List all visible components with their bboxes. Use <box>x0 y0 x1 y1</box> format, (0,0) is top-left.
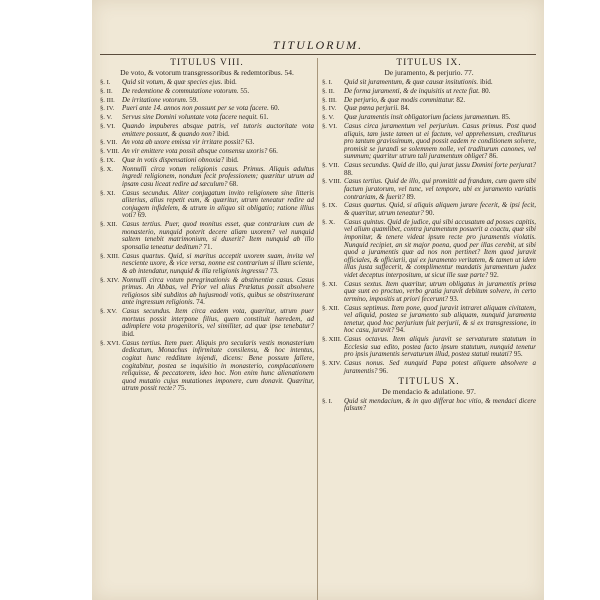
page-ref: 95. <box>513 350 523 359</box>
page-ref: 73. <box>269 266 279 275</box>
entry-title: Quid sit juramentum, & quæ causæ insitutionis. <box>344 78 479 86</box>
entry-text <box>122 308 314 338</box>
title-viii-subtitle: De voto, & votorum transgressoribus & redemtoribus. 54. <box>120 68 294 77</box>
entry-title: Casus secundus. Aliter conjugatum invito religionem sine litteris aliterius, alius repetit eum, & quæritur, utrum teneatur redire ad conjugem infidelem, & utrum in aliquo sit obligatio; ratione illius voti? <box>122 188 314 220</box>
page-ref: ibid. <box>224 78 237 86</box>
section-number: §. IX. <box>322 202 338 210</box>
section-number: §. XIII. <box>100 252 120 260</box>
toc-entry <box>322 219 536 280</box>
entry-text <box>122 88 314 96</box>
toc-entry <box>100 123 314 138</box>
entry-title: Casus octavus. Item aliquis juravit se servaturum statutum in Ecclesia sua edito, postea facto ipsum statutum, nunquid tenetur pro ipsis juramentis servaturum illud, postea statuti mutati? <box>344 335 536 359</box>
page-ref: 82. <box>456 95 466 104</box>
book-page <box>92 0 544 600</box>
entry-title: Servus sine Domini voluntate vota facere nequit. <box>122 113 259 122</box>
toc-entry <box>322 79 536 87</box>
section-number: §. XII. <box>322 304 340 312</box>
section-number: §. I. <box>322 79 333 86</box>
entry-text <box>122 97 314 105</box>
entry-text <box>344 105 536 113</box>
entry-title: De forma juramenti, & de inquisitis ut recte fiat. <box>344 86 480 95</box>
section-number: §. IV. <box>322 105 337 113</box>
section-number: §. VIII. <box>322 178 342 186</box>
toc-entry <box>322 336 536 359</box>
section-number: §. XIV. <box>322 360 342 368</box>
section-number: §. XVI. <box>100 339 120 347</box>
entry-text <box>344 219 536 280</box>
section-number: §. X. <box>322 218 336 226</box>
entry-text <box>122 253 314 276</box>
entry-text <box>122 221 314 251</box>
page-ref: 60. <box>270 104 280 113</box>
section-number: §. XII. <box>100 221 118 229</box>
page-ref: 71. <box>203 242 213 251</box>
entry-text <box>344 79 536 87</box>
entry-title: Nonnulli circa votum peregrinationis & abstinentiæ casus. Casus primus. An Abbas, vel Prior vel alius Prælatus possit absolvere religiosos sibi subditos ab hujusmodi votis, quibus se obstrinxerant ante ingressum religionis. <box>122 275 314 307</box>
toc-entry <box>322 88 536 96</box>
toc-entry <box>322 97 536 105</box>
toc-entry <box>100 166 314 189</box>
toc-entry <box>100 253 314 276</box>
section-number: §. I. <box>322 397 333 405</box>
section-number: §. VIII. <box>100 148 120 156</box>
page-ref: 94. <box>396 326 405 335</box>
entry-title: Casus quartus. Quid, si maritus acceptit uxorem suam, invita vel nesciente uxore, & vice versa, nonne est contrarium si illum sciente, & ab intendatur, nunquid & illa religionis ingressu? <box>122 251 314 275</box>
page-ref: 80. <box>481 86 491 95</box>
title-x: TITULUS X. <box>398 376 460 387</box>
page-ref: 55. <box>240 86 250 95</box>
right-entries-2 <box>322 398 536 413</box>
entry-title: De redemtione & commutatione votorum. <box>122 86 239 95</box>
toc-entry <box>100 340 314 393</box>
entry-title: Nonnulli circa votum religionis casus. Primus. Aliquis adultus ingredi religionem, nondum fecit professionem; quæritur utrum ad ipsam casu liceat redire ad sæculum? <box>122 164 314 188</box>
left-column <box>100 58 314 600</box>
toc-entry <box>322 178 536 201</box>
entry-title: Casus tertius. Item puer. Aliquis pro secularis vestis monasterium dedicatum, Monachus infirmitate consilensu, & hoc intentus, cogitat hunc redditum injendi, dicens: Bene possum fallere, cogitabitur, postea se inquisitio in monasterio, complacationem reliquisse, & peccatorem, ideo hoc. Non enim hunc alienationem quod mutatio cujus mutationes imponere, cum donavit. Quæritur, utrum possit recte? <box>122 338 314 393</box>
section-number: §. II. <box>100 87 113 95</box>
entry-text <box>344 114 536 122</box>
entry-title: Pueri ante 14. annos non possunt per se vota facere. <box>122 104 269 113</box>
section-number: §. XIV. <box>100 276 120 284</box>
entry-text <box>122 340 314 393</box>
entry-text <box>344 178 536 201</box>
entry-title: Casus quartus. Quid, si aliquis aliquem jurare fecerit, & ipsi fecit, & quæritur, utrum teneatur? <box>344 201 536 217</box>
toc-entry <box>322 162 536 177</box>
toc-entry <box>322 123 536 161</box>
title-viii: TITULUS VIII. <box>170 58 244 68</box>
entry-text <box>344 281 536 304</box>
toc-entry <box>100 139 314 147</box>
page-ref: 93. <box>449 294 459 303</box>
entry-text <box>344 336 536 359</box>
section-number: §. I. <box>100 79 111 86</box>
entry-title: Quæ juramentis insit obligatorium faciens juramentum. <box>344 113 500 122</box>
entry-title: Casus sextus. Item quæritur, utrum obligatus in juramentis prima quæ sunt eo proctuo, verbo gratia juravit debitum solvere, in certo termino, impositis ut priori fecerunt? <box>344 279 536 303</box>
entry-text <box>122 105 314 113</box>
right-column <box>322 58 536 600</box>
section-number: §. IV. <box>100 105 115 113</box>
entry-text <box>344 123 536 161</box>
running-head: TITULORUM. <box>272 38 364 52</box>
header-rule <box>100 54 536 55</box>
entry-text <box>122 190 314 220</box>
page-ref: 90. <box>425 209 435 217</box>
entry-text <box>344 162 536 177</box>
page-ref: 96. <box>379 366 388 375</box>
entry-title: An vir emittere vota possit absque consensu uxoris? <box>122 147 268 156</box>
section-number: §. VII. <box>100 139 118 147</box>
page-ref: 92. <box>490 270 499 279</box>
entry-text <box>122 139 314 147</box>
section-number: §. XV. <box>100 308 117 316</box>
toc-entry <box>322 281 536 304</box>
section-number: §. III. <box>322 96 337 104</box>
section-number: §. XIII. <box>322 336 342 344</box>
entry-text <box>122 114 314 122</box>
page-ref: 86. <box>489 152 498 161</box>
page-ref: 89. <box>406 192 416 201</box>
page-ref: ibid. <box>217 129 230 138</box>
page-ref: ibid. <box>479 78 493 86</box>
toc-entry <box>100 79 314 87</box>
toc-entry <box>322 305 536 335</box>
page-ref: 74. <box>196 298 205 307</box>
entry-text <box>344 398 536 413</box>
entry-text <box>122 157 314 165</box>
page-ref: ibid. <box>122 330 135 339</box>
section-number: §. VI. <box>322 122 338 130</box>
entry-title: Casus circa juramentum vel perjurium. Casus primus. Post quod aliquis, tam juste tamen ut ei factum, vel apprehensum, crediturus pro tantum gravissimum, quod possit eadem re conditionem solvere, promisit se jurandi se solemnem nolle, vel traditurum canones, vel summum; quæritur utrum tali juramentum obliget? <box>344 121 536 161</box>
entry-title: An vota ab uxore emissa vir irritare possit? <box>122 138 244 147</box>
page-ref: 69. <box>137 211 147 220</box>
entry-title: Casus tertius. Quid de illo, qui promittit ad frandum, cum quem sibi factum juratorum, vel tunc, vel tempore, ubi ex juramento variatis contrariam, & fuerit? <box>344 177 536 201</box>
entry-title: Casus tertius. Puer, quod monitus esset, quæ contrarium cum de monasterio, nunquid poterit decere aliam uxorem? vel nunquid saltem tenebit matrimonium, si duxerit? Item nunquid ab illo sponsalia teneatur deditum? <box>122 220 314 251</box>
entry-text <box>122 123 314 138</box>
section-number: §. VII. <box>322 162 340 170</box>
section-number: §. VI. <box>100 122 116 130</box>
section-number: §. X. <box>100 165 114 173</box>
entry-title: De irritatione votorum. <box>122 95 188 104</box>
toc-entry <box>322 360 536 375</box>
section-number: §. II. <box>322 87 335 95</box>
title-x-subtitle: De mendacio & adulatione. 97. <box>382 386 476 396</box>
page-ref: 66. <box>269 147 278 156</box>
entry-title: Casus secundus. Quid de illo, qui jurat jussu Domini forte perjurat? <box>344 161 536 170</box>
page-ref: 88. <box>344 168 353 177</box>
page-ref: 59. <box>189 95 199 104</box>
toc-entry <box>322 202 536 217</box>
toc-entry <box>322 105 536 113</box>
page-ref: 63. <box>245 138 255 147</box>
section-number: §. XI. <box>322 280 338 288</box>
title-ix: TITULUS IX. <box>396 58 462 68</box>
entry-text <box>122 79 314 87</box>
page-ref: 61. <box>259 113 269 122</box>
entry-text <box>344 360 536 375</box>
entry-text <box>344 88 536 96</box>
entry-text <box>122 277 314 307</box>
page-ref: 84. <box>400 104 410 113</box>
section-number: §. XI. <box>100 189 116 197</box>
entry-title: Casus nonus. Sed nunquid Papa potest aliquem absolvere a juramentis? <box>344 359 536 375</box>
page-ref: 68. <box>229 179 238 188</box>
title-ix-subtitle: De juramento, & perjurio. 77. <box>384 68 474 77</box>
section-number: §. III. <box>100 96 115 104</box>
toc-entry <box>100 114 314 122</box>
toc-entry <box>100 88 314 96</box>
column-divider <box>317 58 318 600</box>
right-entries <box>322 79 536 375</box>
left-entries <box>100 79 314 393</box>
toc-entry <box>100 221 314 251</box>
toc-entry <box>100 157 314 165</box>
entry-title: Casus quintus. Quid de judice, qui sibi accusatum ad posses capitis, vel alium quamlibet, contra juramentum posuerit a coactu, quæ sibi imponitur, & tenere videat ipsum recte pro juramentis violatis. Nunquid recipiet, an sit major poena, quod per illas cerebit, ut sibi quod a juramentis quæ ad nos non pertinet? Item quod juravit officiales, & officiarii, qui ex juramento veritatem, & tamen ut idem illas justa suffecerit, & complimentur mandatis juramentum judex videt deceptus interpositum, ut sicut ille suæ parte? <box>344 217 536 279</box>
section-number: §. V. <box>100 114 113 122</box>
toc-entry <box>322 114 536 122</box>
toc-entry <box>100 105 314 113</box>
toc-entry <box>100 277 314 307</box>
entry-title: Casus septimus. Item pone, quod juravit intraret aliquam civitatem, vel aliquid, postea se juramento sub aliquam, nunquid juramenta tenetur, quod hoc perjurium fuit perjurii, & si ex transgressione, in hoc casu, juravit? <box>344 303 536 335</box>
toc-entry <box>322 398 536 413</box>
entry-text <box>344 97 536 105</box>
entry-text <box>344 305 536 335</box>
entry-title: Casus secundus. Item circa eadem vota, quæritur, utrum puer mortuus possit interpone filius, quem constituit hæredem, ad adimplere vota progenitoris, vel similiter, ad quæ ipse tenebatur? <box>122 307 314 331</box>
toc-entry <box>100 148 314 156</box>
entry-title: Quæ in votis dispensationi obnoxia? <box>122 155 225 164</box>
toc-entry <box>100 190 314 220</box>
section-number: §. IX. <box>100 156 116 164</box>
entry-title: Quando impuberes absque patris, vel tutoris auctoritate vota emittere possunt, & quando non? <box>122 121 314 138</box>
entry-title: Quid sit votum, & quæ species ejus. <box>122 78 223 86</box>
entry-title: Quid sit mendacium, & in quo differat hoc vitio, & mendaci dicere falsum? <box>344 396 536 413</box>
entry-text <box>122 148 314 156</box>
page-ref: 85. <box>501 113 511 122</box>
page-ref: 75. <box>177 384 187 393</box>
toc-entry <box>100 308 314 338</box>
entry-text <box>344 202 536 217</box>
entry-text <box>122 166 314 189</box>
entry-title: De perjurio, & quæ modis committatur. <box>344 95 455 104</box>
section-number: §. V. <box>322 114 335 122</box>
toc-entry <box>100 97 314 105</box>
page-ref: ibid. <box>226 155 239 164</box>
entry-title: Quæ pœna perjurii. <box>344 104 400 113</box>
